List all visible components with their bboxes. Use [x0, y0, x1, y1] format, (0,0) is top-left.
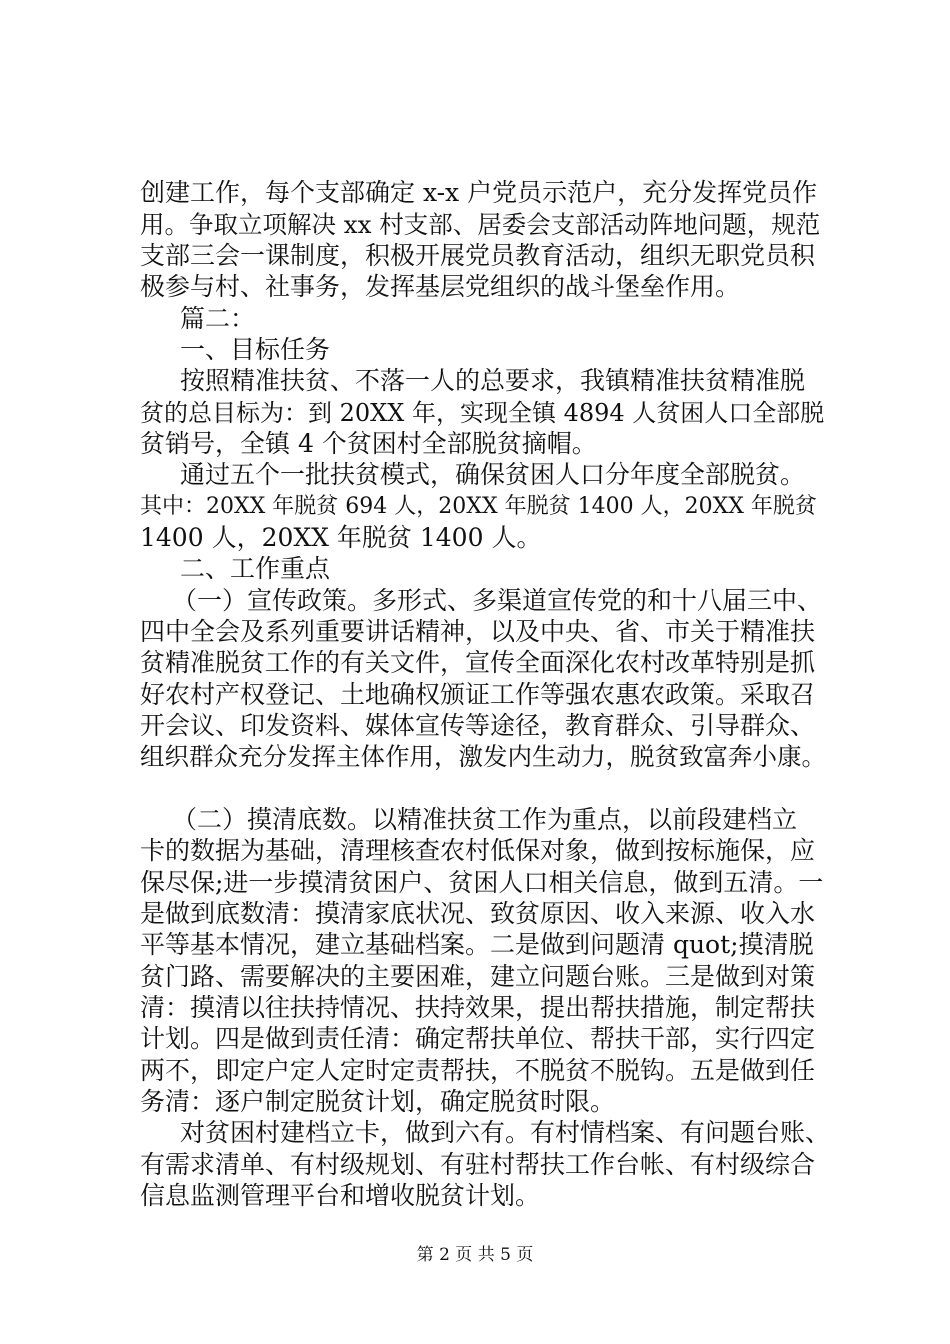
- text-line: 通过五个一批扶贫模式，确保贫困人口分年度全部脱贫。: [180, 460, 806, 489]
- text-line: 四中全会及系列重要讲话精神，以及中央、省、市关于精准扶: [140, 617, 816, 646]
- text-line: 是做到底数清：摸清家底状况、致贫原因、收入来源、收入水: [140, 899, 816, 928]
- text-line: 贫销号，全镇 4 个贫困村全部脱贫摘帽。: [140, 429, 597, 458]
- text-line: 计划。四是做到责任清：确定帮扶单位、帮扶干部，实行四定: [140, 1024, 816, 1053]
- text-line: 贫精准脱贫工作的有关文件，宣传全面深化农村改革特别是抓: [140, 648, 816, 677]
- text-line: （二）摸清底数。以精准扶贫工作为重点，以前段建档立: [172, 805, 798, 834]
- text-line: 开会议、印发资料、媒体宣传等途径，教育群众、引导群众、: [140, 711, 816, 740]
- section-heading: 二、工作重点: [180, 554, 331, 583]
- text-line: 组织群众充分发挥主体作用，激发内生动力，脱贫致富奔小康。: [140, 742, 826, 771]
- text-line: 篇二：: [180, 304, 256, 333]
- text-line: 务清：逐户制定脱贫计划，确定脱贫时限。: [140, 1087, 616, 1116]
- text-line: 极参与村、社事务，发挥基层党组织的战斗堡垒作用。: [140, 272, 741, 301]
- text-line: 清：摸清以往扶持情况、扶持效果，提出帮扶措施，制定帮扶: [140, 993, 816, 1022]
- text-line: 好农村产权登记、土地确权颁证工作等强农惠农政策。采取召: [140, 680, 816, 709]
- text-line: 1400 人，20XX 年脱贫 1400 人。: [140, 523, 542, 552]
- text-line: 贫的总目标为：到 20XX 年，实现全镇 4894 人贫困人口全部脱: [140, 399, 825, 427]
- text-line: 按照精准扶贫、不落一人的总要求，我镇精准扶贫精准脱: [180, 366, 806, 395]
- text-line: 信息监测管理平台和增收脱贫计划。: [140, 1181, 541, 1210]
- text-line: 对贫困村建档立卡，做到六有。有村情档案、有问题台账、: [180, 1118, 831, 1147]
- text-line: 有需求清单、有村级规划、有驻村帮扶工作台帐、有村级综合: [140, 1150, 816, 1179]
- text-line: 支部三会一课制度，积极开展党员教育活动，组织无职党员积: [140, 241, 816, 270]
- page-number-footer: 第 2 页 共 5 页: [416, 1245, 534, 1265]
- text-line: （一）宣传政策。多形式、多渠道宣传党的和十八届三中、: [172, 586, 823, 615]
- section-heading: 一、目标任务: [180, 335, 331, 364]
- text-line: 两不，即定户定人定时定责帮扶，不脱贫不脱钩。五是做到任: [140, 1056, 816, 1085]
- text-line: 创建工作，每个支部确定 x-x 户党员示范户，充分发挥党员作: [140, 178, 818, 207]
- text-line: 保尽保;进一步摸清贫困户、贫困人口相关信息，做到五清。一: [140, 868, 824, 897]
- text-line: 贫门路、需要解决的主要困难，建立问题台账。三是做到对策: [140, 962, 816, 991]
- text-line: 卡的数据为基础，清理核查农村低保对象，做到按标施保，应: [140, 836, 816, 865]
- text-line: 用。争取立项解决 xx 村支部、居委会支部活动阵地问题，规范: [140, 210, 821, 239]
- text-line: 其中：20XX 年脱贫 694 人，20XX 年脱贫 1400 人，20XX 年脱贫: [140, 494, 817, 519]
- text-line: 平等基本情况，建立基础档案。二是做到问题清 quot;摸清脱: [140, 930, 814, 959]
